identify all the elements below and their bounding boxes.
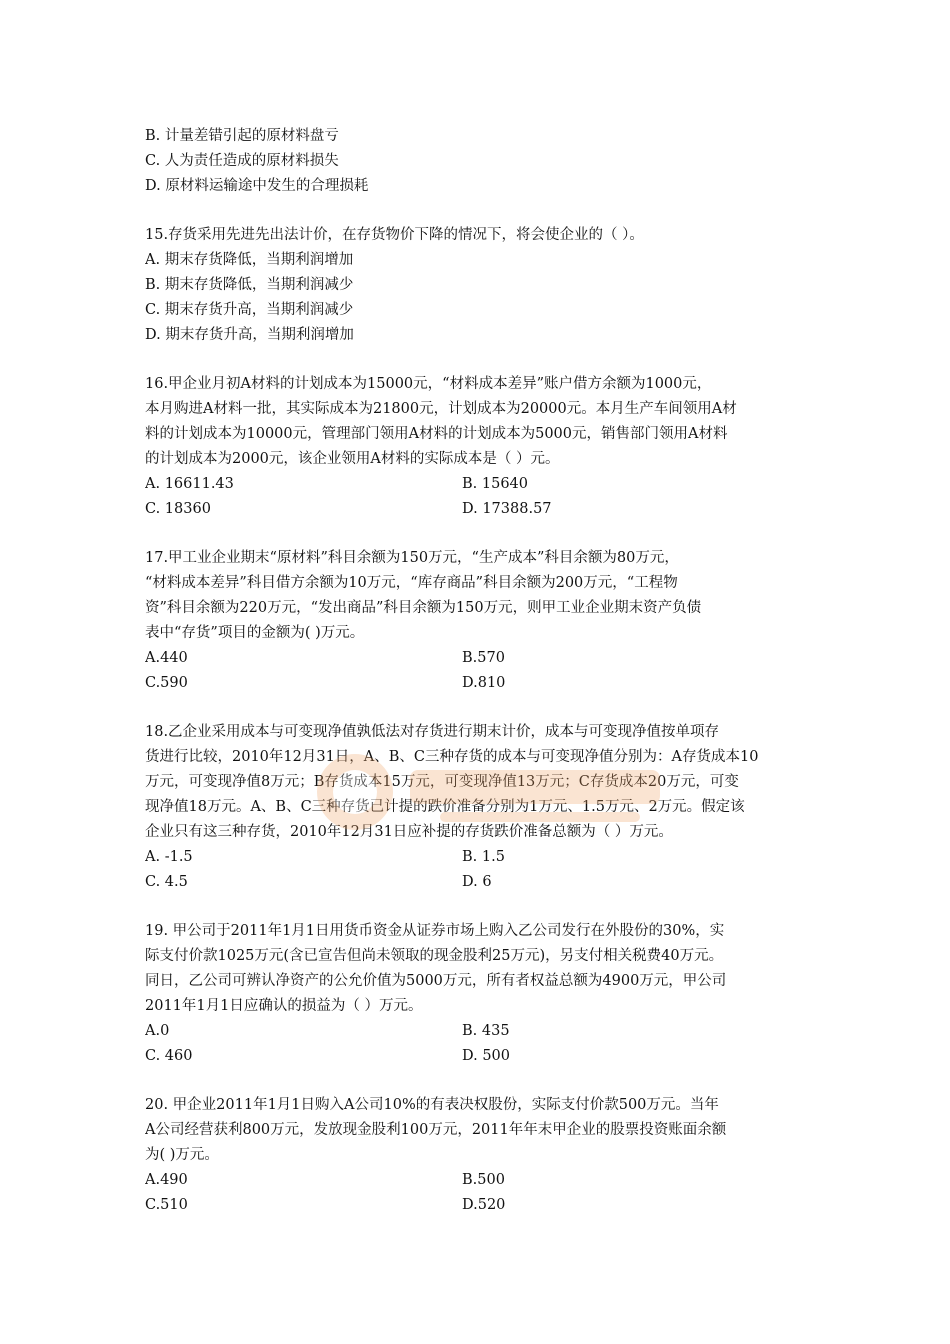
option-c: C. 期末存货升高，当期利润减少 bbox=[145, 302, 354, 318]
question-16 bbox=[145, 372, 815, 522]
options-grid bbox=[145, 472, 815, 522]
option-b: B. 15640 bbox=[462, 476, 529, 492]
question-stem bbox=[145, 223, 815, 248]
option-d: D. 17388.57 bbox=[462, 501, 552, 517]
question-stem bbox=[145, 919, 815, 1019]
stem-line: 本月购进A材料一批，其实际成本为21800元，计划成本为20000元。本月生产车间领用A材 bbox=[145, 401, 737, 417]
stem-line: 际支付价款1025万元(含已宣告但尚未领取的现金股利25万元)，另支付相关税费40万元。 bbox=[145, 948, 724, 964]
stem-line: 16.甲企业月初A材料的计划成本为15000元，“材料成本差异”账户借方余额为1000元， bbox=[145, 376, 712, 392]
spacer bbox=[145, 199, 815, 223]
options-grid bbox=[145, 845, 815, 895]
option-b: B. 435 bbox=[462, 1023, 510, 1039]
stem-line: 资”科目余额为220万元，“发出商品”科目余额为150万元，则甲工业企业期末资产负债 bbox=[145, 600, 702, 616]
stem-line: 货进行比较，2010年12月31日，A、B、C三种存货的成本与可变现净值分别为：A存货成本10 bbox=[145, 749, 759, 765]
options-grid bbox=[145, 646, 815, 696]
option-d: D. 原材料运输途中发生的合理损耗 bbox=[145, 178, 369, 194]
option-b: B. 期末存货降低，当期利润减少 bbox=[145, 277, 354, 293]
option-b: B. 1.5 bbox=[462, 849, 505, 865]
question-15 bbox=[145, 223, 815, 348]
stem-line: “材料成本差异”科目借方余额为10万元，“库存商品”科目余额为200万元，“工程物 bbox=[145, 575, 678, 591]
option-a: A.490 bbox=[145, 1172, 188, 1188]
question-stem bbox=[145, 546, 815, 646]
spacer bbox=[145, 895, 815, 919]
stem-line: 为( )万元。 bbox=[145, 1147, 219, 1163]
question-stem bbox=[145, 1093, 815, 1168]
option-b: B.500 bbox=[462, 1172, 505, 1188]
question-stem bbox=[145, 372, 815, 472]
document-page bbox=[145, 124, 815, 1218]
option-d: D. 6 bbox=[462, 874, 492, 890]
question-18 bbox=[145, 720, 815, 895]
option-a: A. 期末存货降低，当期利润增加 bbox=[145, 252, 354, 268]
stem-line: 19. 甲公司于2011年1月1日用货币资金从证券市场上购入乙公司发行在外股份的30%，实 bbox=[145, 923, 725, 939]
options-list bbox=[145, 248, 815, 348]
options-grid bbox=[145, 1168, 815, 1218]
option-c: C.590 bbox=[145, 675, 188, 691]
options-grid bbox=[145, 1019, 815, 1069]
spacer bbox=[145, 696, 815, 720]
option-d: D.810 bbox=[462, 675, 506, 691]
prev-question-options bbox=[145, 124, 815, 199]
question-19 bbox=[145, 919, 815, 1069]
option-c: C. 4.5 bbox=[145, 874, 188, 890]
option-b: B. 计量差错引起的原材料盘亏 bbox=[145, 128, 339, 144]
option-c: C. 18360 bbox=[145, 501, 211, 517]
option-d: D. 期末存货升高，当期利润增加 bbox=[145, 327, 354, 343]
spacer bbox=[145, 348, 815, 372]
spacer bbox=[145, 1069, 815, 1093]
option-a: A.440 bbox=[145, 650, 188, 666]
option-a: A. -1.5 bbox=[145, 849, 193, 865]
stem-line: 的计划成本为2000元，该企业领用A材料的实际成本是（ ）元。 bbox=[145, 451, 560, 467]
stem-line: A公司经营获利800万元，发放现金股利100万元，2011年年末甲企业的股票投资账面余额 bbox=[145, 1122, 727, 1138]
option-d: D.520 bbox=[462, 1197, 506, 1213]
option-a: A.0 bbox=[145, 1023, 170, 1039]
stem-line: 万元，可变现净值8万元；B存货成本15万元，可变现净值13万元；C存货成本20万元，可变 bbox=[145, 774, 739, 790]
stem-line: 同日，乙公司可辨认净资产的公允价值为5000万元，所有者权益总额为4900万元，甲公司 bbox=[145, 973, 727, 989]
stem-line: 现净值18万元。A、B、C三种存货已计提的跌价准备分别为1万元、1.5万元、2万元。假定该 bbox=[145, 799, 745, 815]
stem-line: 2011年1月1日应确认的损益为（ ）万元。 bbox=[145, 998, 423, 1014]
stem-line: 20. 甲企业2011年1月1日购入A公司10%的有表决权股份，实际支付价款500万元。当年 bbox=[145, 1097, 719, 1113]
stem-line: 料的计划成本为10000元，管理部门领用A材料的计划成本为5000元，销售部门领用A材料 bbox=[145, 426, 728, 442]
stem-line: 18.乙企业采用成本与可变现净值孰低法对存货进行期末计价，成本与可变现净值按单项存 bbox=[145, 724, 720, 740]
stem-line: 企业只有这三种存货，2010年12月31日应补提的存货跌价准备总额为（ ）万元。 bbox=[145, 824, 673, 840]
option-a: A. 16611.43 bbox=[145, 476, 234, 492]
option-b: B.570 bbox=[462, 650, 505, 666]
stem-line: 表中“存货”项目的金额为( )万元。 bbox=[145, 625, 365, 641]
option-c: C.510 bbox=[145, 1197, 188, 1213]
stem-line: 15.存货采用先进先出法计价，在存货物价下降的情况下，将会使企业的（ ）。 bbox=[145, 227, 644, 243]
question-17 bbox=[145, 546, 815, 696]
option-c: C. 460 bbox=[145, 1048, 193, 1064]
question-stem bbox=[145, 720, 815, 845]
stem-line: 17.甲工业企业期末“原材料”科目余额为150万元，“生产成本”科目余额为80万元， bbox=[145, 550, 679, 566]
option-d: D. 500 bbox=[462, 1048, 511, 1064]
question-20 bbox=[145, 1093, 815, 1218]
option-c: C. 人为责任造成的原材料损失 bbox=[145, 153, 339, 169]
spacer bbox=[145, 522, 815, 546]
